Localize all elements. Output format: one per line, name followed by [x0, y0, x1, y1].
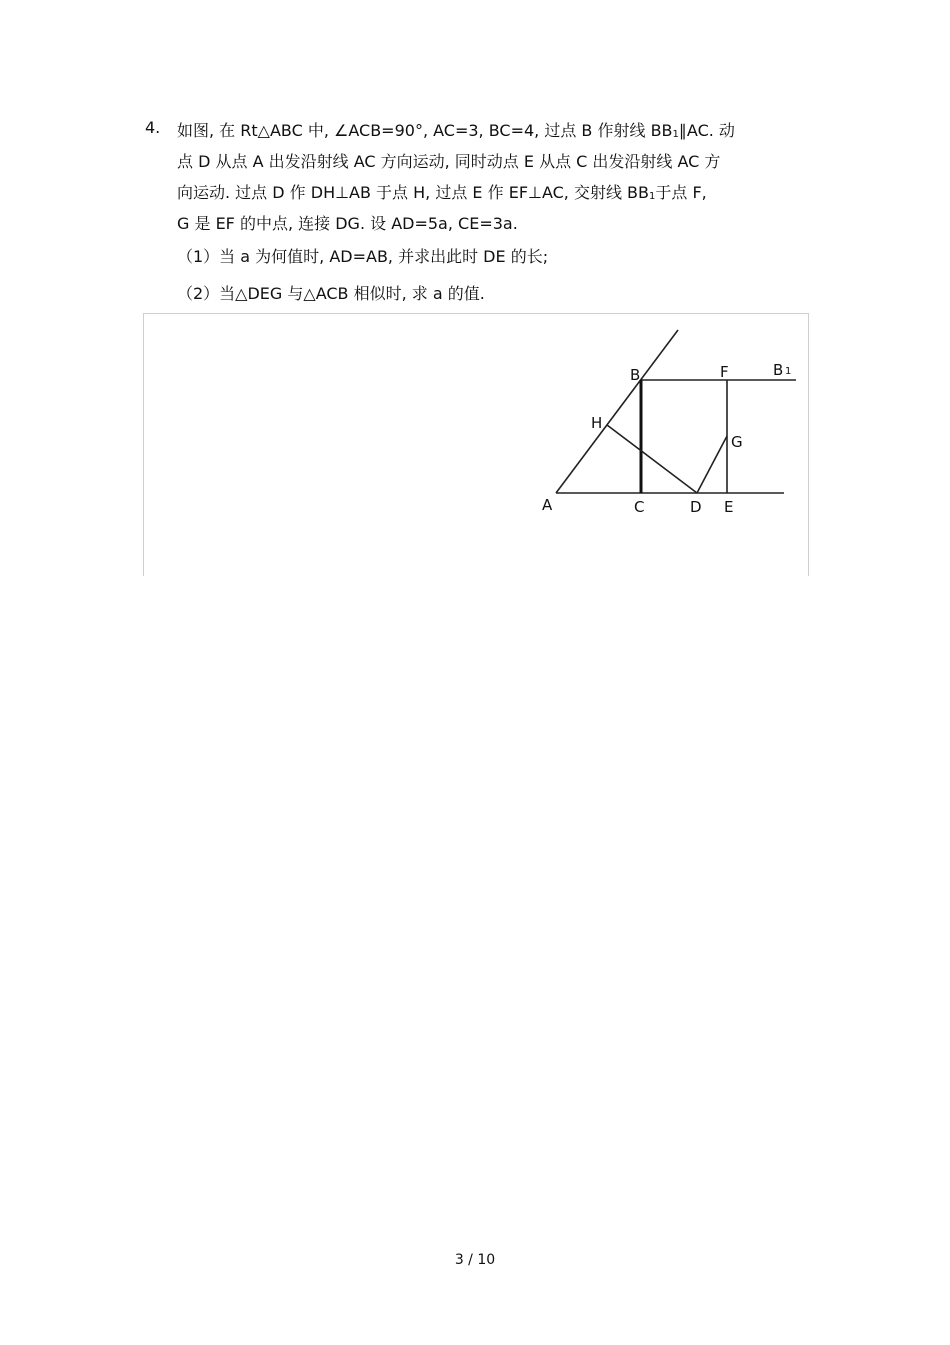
- sub-question-2: （2）当△DEG 与△ACB 相似时, 求 a 的值.: [177, 284, 485, 303]
- segment-DG: [697, 436, 727, 493]
- label-H: H: [591, 414, 603, 432]
- figure-svg: [144, 314, 808, 576]
- label-C: C: [634, 498, 645, 516]
- label-A: A: [542, 496, 553, 514]
- segment-DH: [607, 425, 697, 493]
- page-number: 3 / 10: [454, 1252, 496, 1268]
- geometry-figure: [143, 313, 809, 576]
- label-B: B: [630, 366, 641, 384]
- label-B1-subscript: 1: [785, 366, 792, 377]
- label-E: E: [724, 498, 734, 516]
- problem-line-1: 如图, 在 Rt△ABC 中, ∠ACB=90°, AC=3, BC=4, 过点 B 作射线 $BB_1\parallel AC$. 动: [177, 121, 735, 140]
- ray-AB: [556, 330, 678, 493]
- problem-line-3: 向运动. 过点 D 作 DH⊥AB 于点 H, 过点 E 作 EF⊥AC, 交射线 $BB_1$于点 F,: [177, 183, 707, 202]
- sub-question-1: （1）当 a 为何值时, AD=AB, 并求出此时 DE 的长;: [177, 247, 549, 266]
- question-number: 4.: [145, 118, 161, 137]
- label-B1: B: [773, 361, 784, 379]
- label-G: G: [731, 433, 743, 451]
- problem-line-4: G 是 EF 的中点, 连接 DG. 设 AD=5a, CE=3a.: [177, 214, 518, 233]
- label-D: D: [690, 498, 702, 516]
- problem-line-2: 点 D 从点 A 出发沿射线 AC 方向运动, 同时动点 E 从点 C 出发沿射线 AC 方: [177, 152, 721, 171]
- label-F: F: [720, 363, 729, 381]
